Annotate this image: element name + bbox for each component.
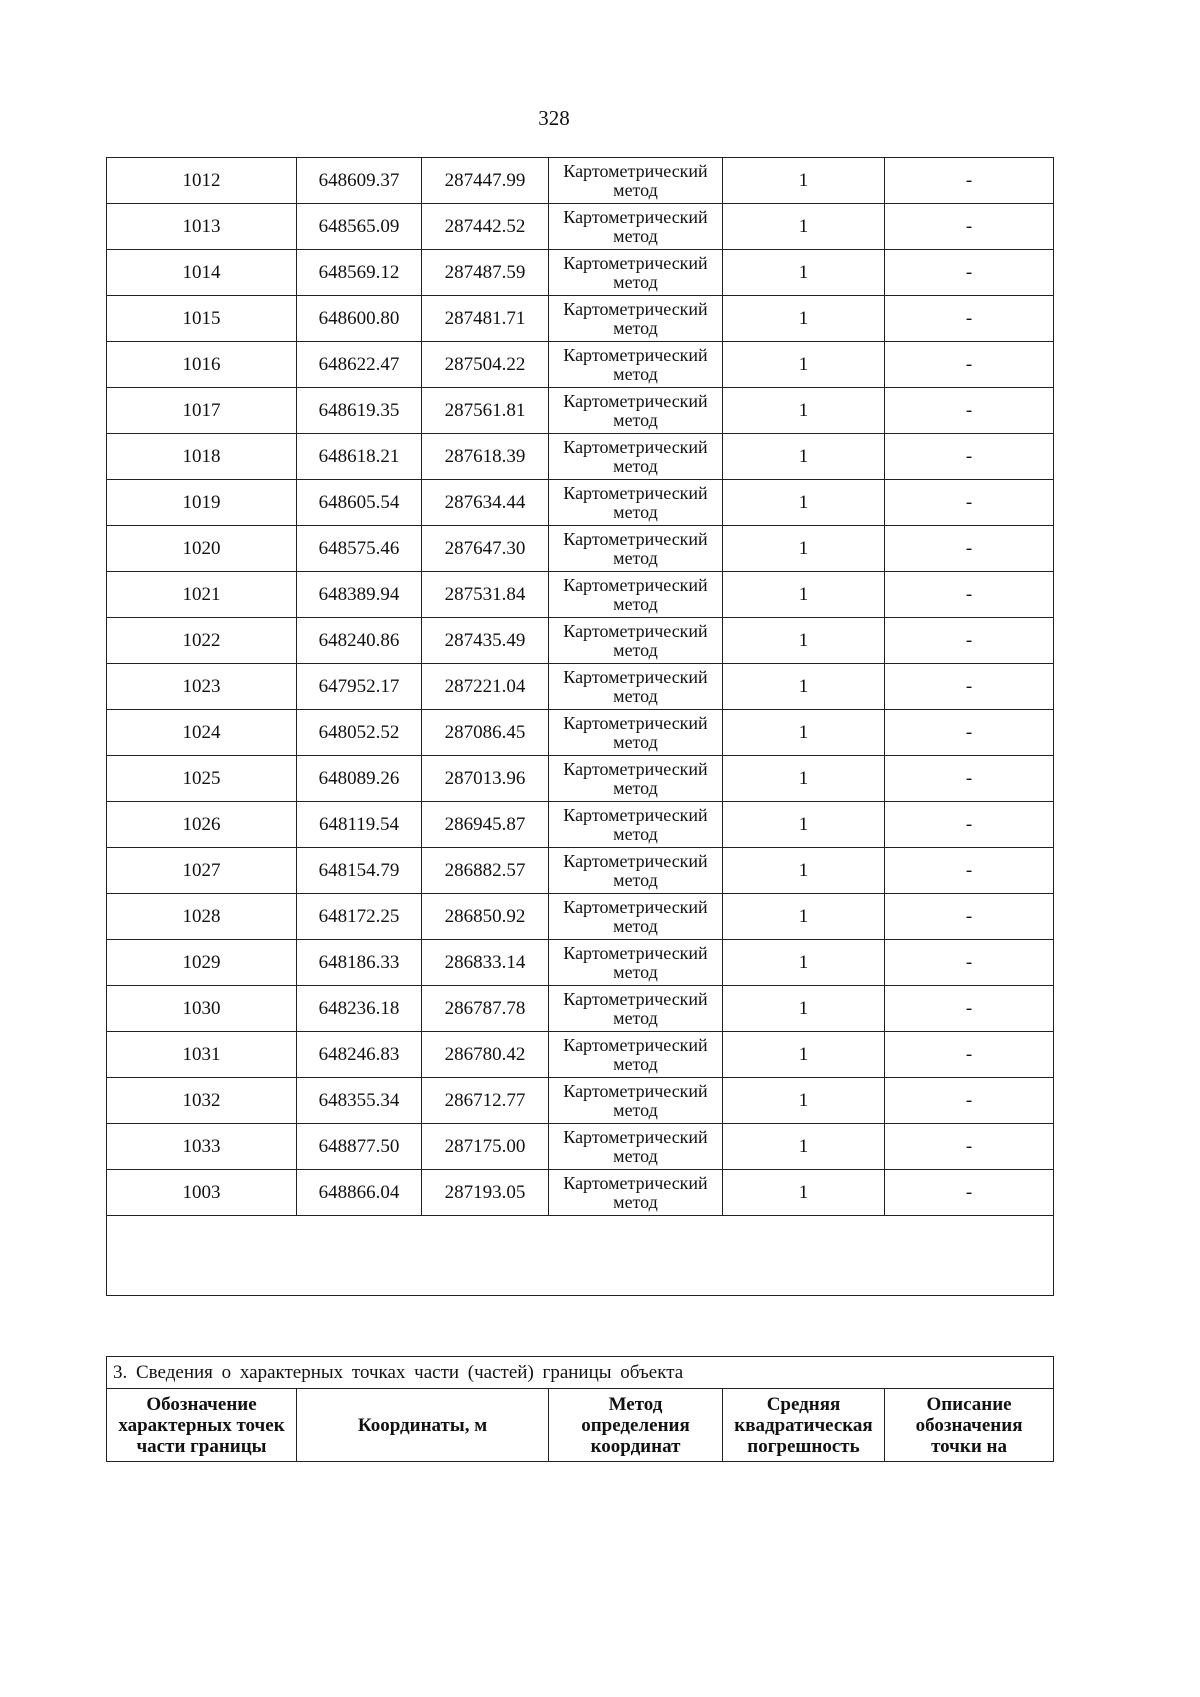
table-row	[107, 480, 1054, 526]
accuracy-cell: 1	[723, 1170, 885, 1216]
method-cell	[549, 480, 723, 526]
section3-caption-row	[107, 1357, 1054, 1389]
header-line: погрешность	[747, 1435, 860, 1457]
method-line: метод	[613, 409, 658, 430]
description-cell: -	[885, 250, 1054, 296]
header-coordinates	[297, 1389, 549, 1462]
x-coordinate-cell: 648619.35	[297, 388, 422, 434]
coordinates-table	[106, 157, 1054, 1296]
x-coordinate-cell: 648089.26	[297, 756, 422, 802]
method-cell	[549, 710, 723, 756]
header-line: части границы	[136, 1435, 267, 1457]
header-line: Координаты, м	[357, 1414, 488, 1436]
method-line: метод	[613, 501, 658, 522]
method-cell	[549, 388, 723, 434]
table-row	[107, 1078, 1054, 1124]
description-cell: -	[885, 940, 1054, 986]
method-line: Картометрический	[563, 160, 708, 181]
method-cell	[549, 526, 723, 572]
header-line: характерных точек	[118, 1414, 285, 1436]
x-coordinate-cell: 648569.12	[297, 250, 422, 296]
method-line: Картометрический	[563, 850, 708, 871]
method-cell	[549, 434, 723, 480]
section3-table	[106, 1356, 1054, 1462]
method-line: Картометрический	[563, 712, 708, 733]
method-line: Картометрический	[563, 758, 708, 779]
method-cell	[549, 756, 723, 802]
point-id-cell: 1029	[107, 940, 297, 986]
x-coordinate-cell: 647952.17	[297, 664, 422, 710]
header-line: квадратическая	[734, 1414, 873, 1436]
y-coordinate-cell: 287221.04	[422, 664, 549, 710]
blank-row	[107, 1216, 1054, 1296]
header-description	[885, 1389, 1054, 1462]
x-coordinate-cell: 648172.25	[297, 894, 422, 940]
x-coordinate-cell: 648877.50	[297, 1124, 422, 1170]
table-row	[107, 434, 1054, 480]
point-id-cell: 1033	[107, 1124, 297, 1170]
y-coordinate-cell: 287634.44	[422, 480, 549, 526]
description-cell: -	[885, 756, 1054, 802]
table-row	[107, 296, 1054, 342]
method-line: метод	[613, 1145, 658, 1166]
point-id-cell: 1003	[107, 1170, 297, 1216]
table-row	[107, 940, 1054, 986]
point-id-cell: 1024	[107, 710, 297, 756]
description-cell: -	[885, 618, 1054, 664]
table-row	[107, 388, 1054, 434]
section3-header-row	[107, 1389, 1054, 1462]
point-id-cell: 1013	[107, 204, 297, 250]
method-line: метод	[613, 1053, 658, 1074]
y-coordinate-cell: 287561.81	[422, 388, 549, 434]
accuracy-cell: 1	[723, 296, 885, 342]
method-line: метод	[613, 915, 658, 936]
description-cell: -	[885, 526, 1054, 572]
accuracy-cell: 1	[723, 756, 885, 802]
y-coordinate-cell: 286787.78	[422, 986, 549, 1032]
method-line: метод	[613, 685, 658, 706]
x-coordinate-cell: 648866.04	[297, 1170, 422, 1216]
point-id-cell: 1031	[107, 1032, 297, 1078]
method-line: метод	[613, 1007, 658, 1028]
point-id-cell: 1020	[107, 526, 297, 572]
method-line: метод	[613, 869, 658, 890]
y-coordinate-cell: 287435.49	[422, 618, 549, 664]
method-cell	[549, 802, 723, 848]
description-cell: -	[885, 664, 1054, 710]
method-line: метод	[613, 455, 658, 476]
method-line: Картометрический	[563, 1034, 708, 1055]
method-line: метод	[613, 271, 658, 292]
y-coordinate-cell: 286712.77	[422, 1078, 549, 1124]
y-coordinate-cell: 287442.52	[422, 204, 549, 250]
table-row	[107, 848, 1054, 894]
table-row	[107, 1170, 1054, 1216]
header-line: Обозначение	[146, 1393, 257, 1415]
y-coordinate-cell: 287193.05	[422, 1170, 549, 1216]
accuracy-cell: 1	[723, 1078, 885, 1124]
method-line: Картометрический	[563, 574, 708, 595]
description-cell: -	[885, 1078, 1054, 1124]
y-coordinate-cell: 287531.84	[422, 572, 549, 618]
point-id-cell: 1021	[107, 572, 297, 618]
description-cell: -	[885, 480, 1054, 526]
method-line: метод	[613, 823, 658, 844]
method-line: метод	[613, 593, 658, 614]
point-id-cell: 1014	[107, 250, 297, 296]
point-id-cell: 1012	[107, 158, 297, 204]
y-coordinate-cell: 287447.99	[422, 158, 549, 204]
method-line: метод	[613, 777, 658, 798]
method-cell	[549, 204, 723, 250]
x-coordinate-cell: 648600.80	[297, 296, 422, 342]
blank-cell	[107, 1216, 1054, 1296]
method-line: Картометрический	[563, 896, 708, 917]
y-coordinate-cell: 287481.71	[422, 296, 549, 342]
method-cell	[549, 940, 723, 986]
description-cell: -	[885, 434, 1054, 480]
accuracy-cell: 1	[723, 250, 885, 296]
method-line: Картометрический	[563, 344, 708, 365]
table-row	[107, 158, 1054, 204]
description-cell: -	[885, 388, 1054, 434]
header-line: Средняя	[766, 1393, 841, 1415]
description-cell: -	[885, 158, 1054, 204]
method-line: Картометрический	[563, 666, 708, 687]
header-line: определения	[581, 1414, 690, 1436]
header-method	[549, 1389, 723, 1462]
point-id-cell: 1017	[107, 388, 297, 434]
accuracy-cell: 1	[723, 342, 885, 388]
accuracy-cell: 1	[723, 664, 885, 710]
method-line: Картометрический	[563, 1126, 708, 1147]
point-id-cell: 1018	[107, 434, 297, 480]
x-coordinate-cell: 648389.94	[297, 572, 422, 618]
point-id-cell: 1032	[107, 1078, 297, 1124]
method-line: Картометрический	[563, 390, 708, 411]
method-cell	[549, 158, 723, 204]
x-coordinate-cell: 648575.46	[297, 526, 422, 572]
description-cell: -	[885, 1170, 1054, 1216]
table-row	[107, 618, 1054, 664]
description-cell: -	[885, 710, 1054, 756]
section3-caption: 3. Сведения о характерных точках части (частей) границы объекта	[107, 1357, 1054, 1389]
accuracy-cell: 1	[723, 618, 885, 664]
x-coordinate-cell: 648186.33	[297, 940, 422, 986]
x-coordinate-cell: 648609.37	[297, 158, 422, 204]
y-coordinate-cell: 287013.96	[422, 756, 549, 802]
description-cell: -	[885, 204, 1054, 250]
method-line: метод	[613, 961, 658, 982]
accuracy-cell: 1	[723, 986, 885, 1032]
point-id-cell: 1025	[107, 756, 297, 802]
point-id-cell: 1022	[107, 618, 297, 664]
accuracy-cell: 1	[723, 388, 885, 434]
method-line: метод	[613, 179, 658, 200]
accuracy-cell: 1	[723, 1032, 885, 1078]
method-line: Картометрический	[563, 252, 708, 273]
table-row	[107, 1032, 1054, 1078]
y-coordinate-cell: 287618.39	[422, 434, 549, 480]
point-id-cell: 1026	[107, 802, 297, 848]
method-line: Картометрический	[563, 988, 708, 1009]
y-coordinate-cell: 287487.59	[422, 250, 549, 296]
point-id-cell: 1015	[107, 296, 297, 342]
method-cell	[549, 342, 723, 388]
x-coordinate-cell: 648355.34	[297, 1078, 422, 1124]
point-id-cell: 1030	[107, 986, 297, 1032]
method-cell	[549, 1124, 723, 1170]
accuracy-cell: 1	[723, 572, 885, 618]
accuracy-cell: 1	[723, 526, 885, 572]
header-line: координат	[590, 1435, 681, 1457]
header-line: точки на	[931, 1435, 1007, 1457]
x-coordinate-cell: 648618.21	[297, 434, 422, 480]
x-coordinate-cell: 648154.79	[297, 848, 422, 894]
accuracy-cell: 1	[723, 940, 885, 986]
coordinates-table-body	[107, 158, 1054, 1296]
method-line: Картометрический	[563, 620, 708, 641]
page-number: 328	[538, 106, 570, 130]
method-line: метод	[613, 1099, 658, 1120]
method-cell	[549, 986, 723, 1032]
x-coordinate-cell: 648052.52	[297, 710, 422, 756]
accuracy-cell: 1	[723, 434, 885, 480]
method-cell	[549, 296, 723, 342]
table-row	[107, 204, 1054, 250]
method-cell	[549, 618, 723, 664]
table-row	[107, 572, 1054, 618]
x-coordinate-cell: 648622.47	[297, 342, 422, 388]
method-line: метод	[613, 731, 658, 752]
y-coordinate-cell: 287086.45	[422, 710, 549, 756]
accuracy-cell: 1	[723, 802, 885, 848]
y-coordinate-cell: 286833.14	[422, 940, 549, 986]
method-line: метод	[613, 225, 658, 246]
method-cell	[549, 894, 723, 940]
header-error	[723, 1389, 885, 1462]
method-cell	[549, 1078, 723, 1124]
method-line: Картометрический	[563, 1080, 708, 1101]
x-coordinate-cell: 648246.83	[297, 1032, 422, 1078]
description-cell: -	[885, 802, 1054, 848]
table-row	[107, 756, 1054, 802]
description-cell: -	[885, 296, 1054, 342]
point-id-cell: 1027	[107, 848, 297, 894]
accuracy-cell: 1	[723, 204, 885, 250]
header-line: Метод	[608, 1393, 663, 1415]
header-line: обозначения	[915, 1414, 1023, 1436]
accuracy-cell: 1	[723, 480, 885, 526]
method-cell	[549, 848, 723, 894]
accuracy-cell: 1	[723, 710, 885, 756]
method-line: Картометрический	[563, 1172, 708, 1193]
table-row	[107, 986, 1054, 1032]
y-coordinate-cell: 286945.87	[422, 802, 549, 848]
table-row	[107, 802, 1054, 848]
description-cell: -	[885, 986, 1054, 1032]
description-cell: -	[885, 1032, 1054, 1078]
method-line: метод	[613, 639, 658, 660]
y-coordinate-cell: 287175.00	[422, 1124, 549, 1170]
method-cell	[549, 1170, 723, 1216]
method-line: Картометрический	[563, 206, 708, 227]
y-coordinate-cell: 286882.57	[422, 848, 549, 894]
method-line: Картометрический	[563, 528, 708, 549]
accuracy-cell: 1	[723, 158, 885, 204]
table-row	[107, 526, 1054, 572]
description-cell: -	[885, 848, 1054, 894]
method-line: метод	[613, 363, 658, 384]
y-coordinate-cell: 286850.92	[422, 894, 549, 940]
method-line: Картометрический	[563, 298, 708, 319]
point-id-cell: 1016	[107, 342, 297, 388]
method-cell	[549, 664, 723, 710]
y-coordinate-cell: 287647.30	[422, 526, 549, 572]
point-id-cell: 1019	[107, 480, 297, 526]
method-line: Картометрический	[563, 804, 708, 825]
method-line: метод	[613, 1191, 658, 1212]
accuracy-cell: 1	[723, 894, 885, 940]
description-cell: -	[885, 342, 1054, 388]
x-coordinate-cell: 648119.54	[297, 802, 422, 848]
method-cell	[549, 572, 723, 618]
method-line: метод	[613, 547, 658, 568]
y-coordinate-cell: 287504.22	[422, 342, 549, 388]
x-coordinate-cell: 648565.09	[297, 204, 422, 250]
method-line: Картометрический	[563, 482, 708, 503]
table-row	[107, 1124, 1054, 1170]
method-line: Картометрический	[563, 942, 708, 963]
table-row	[107, 342, 1054, 388]
accuracy-cell: 1	[723, 848, 885, 894]
method-cell	[549, 1032, 723, 1078]
x-coordinate-cell: 648605.54	[297, 480, 422, 526]
y-coordinate-cell: 286780.42	[422, 1032, 549, 1078]
point-id-cell: 1028	[107, 894, 297, 940]
table-row	[107, 664, 1054, 710]
accuracy-cell: 1	[723, 1124, 885, 1170]
description-cell: -	[885, 572, 1054, 618]
table-row	[107, 710, 1054, 756]
description-cell: -	[885, 894, 1054, 940]
header-designation	[107, 1389, 297, 1462]
x-coordinate-cell: 648236.18	[297, 986, 422, 1032]
description-cell: -	[885, 1124, 1054, 1170]
method-line: метод	[613, 317, 658, 338]
header-line: Описание	[926, 1393, 1012, 1415]
table-row	[107, 250, 1054, 296]
method-line: Картометрический	[563, 436, 708, 457]
point-id-cell: 1023	[107, 664, 297, 710]
table-row	[107, 894, 1054, 940]
method-cell	[549, 250, 723, 296]
x-coordinate-cell: 648240.86	[297, 618, 422, 664]
